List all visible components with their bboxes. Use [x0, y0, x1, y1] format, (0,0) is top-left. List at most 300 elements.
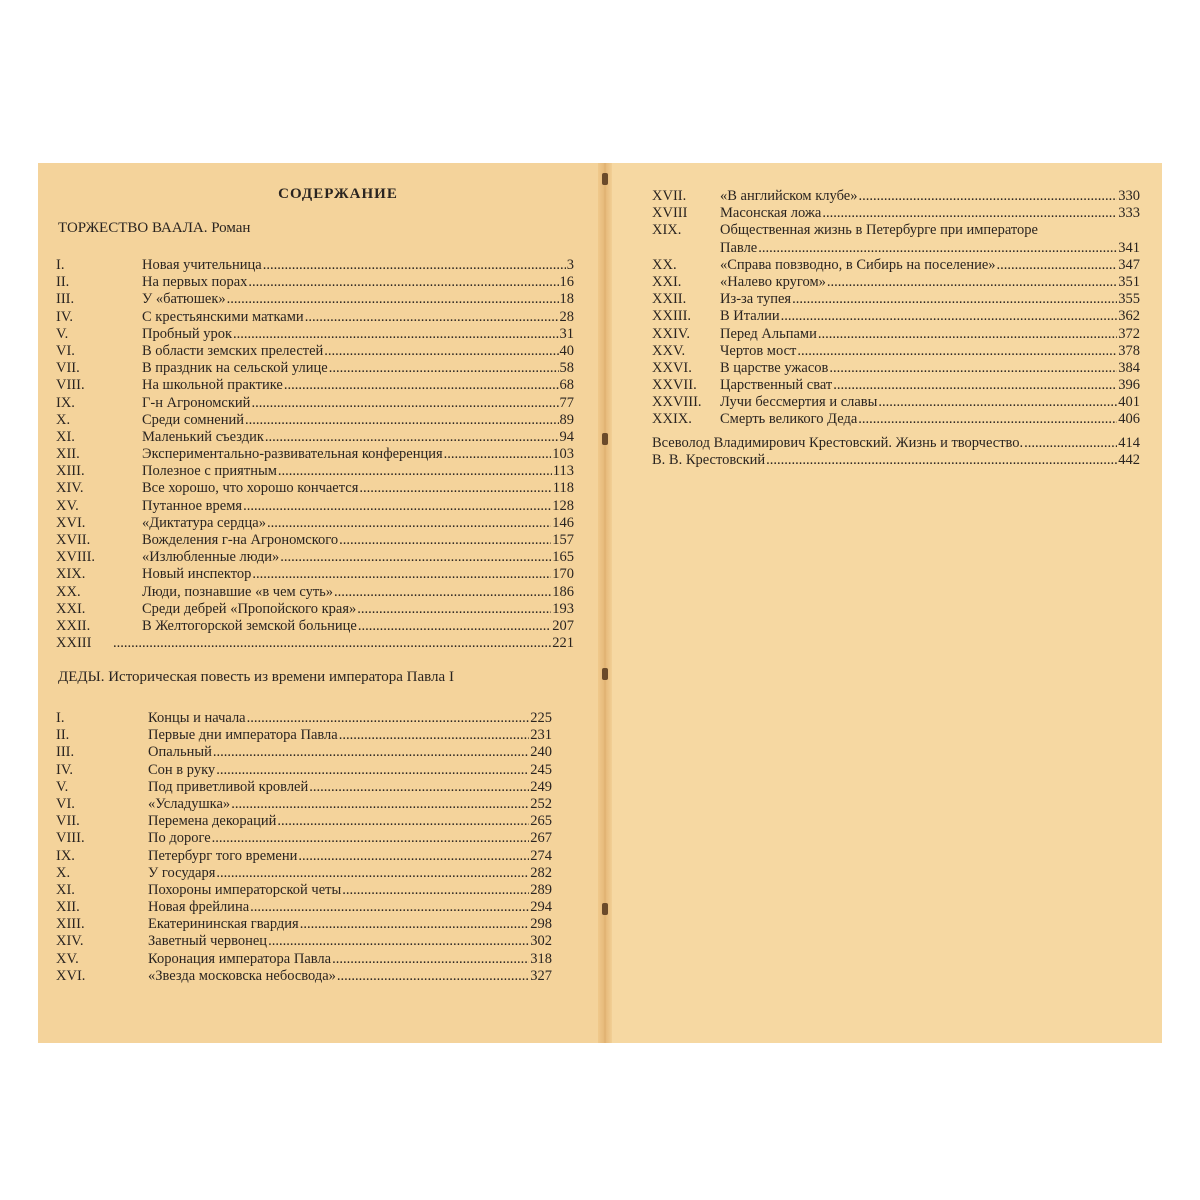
chapter-title: Чертов мост [720, 342, 797, 359]
toc-entry [56, 882, 552, 899]
chapter-title: «Излюбленные люди» [142, 549, 280, 566]
leader-dots [267, 515, 551, 532]
leader-dots [245, 412, 559, 429]
chapter-title: Экспериментально-развивательная конференция [142, 446, 443, 463]
page-number: 414 [1118, 435, 1140, 451]
chapter-title: Полезное с приятным [142, 463, 277, 480]
page-number: 341 [1118, 239, 1140, 256]
leader-dots [822, 205, 1117, 222]
entry-line [142, 377, 574, 394]
entry-line [142, 549, 574, 566]
entry-line [720, 360, 1140, 377]
chapter-title: В Желтогорской земской больнице [142, 617, 357, 634]
chapter-number: X. [56, 864, 71, 881]
entry-line [142, 498, 574, 515]
leader-dots [280, 549, 551, 566]
chapter-title: Путанное время [142, 497, 243, 514]
page-number: 249 [530, 778, 552, 795]
page-number: 128 [552, 497, 574, 514]
page-number: 16 [559, 274, 574, 291]
entry-line [142, 429, 574, 446]
entry-line [148, 933, 552, 950]
leader-dots [359, 480, 551, 497]
leader-dots [216, 762, 529, 779]
binding-stitch [602, 433, 608, 445]
page-number: 406 [1118, 411, 1140, 428]
chapter-number: III. [56, 291, 75, 308]
leader-dots [305, 309, 559, 326]
leader-dots [268, 933, 529, 950]
page-number: 355 [1118, 291, 1140, 308]
binding-stitch [602, 903, 608, 915]
leader-dots [334, 584, 551, 601]
page-number: 231 [530, 727, 552, 744]
page-number: 267 [530, 830, 552, 847]
chapter-number: XVIII. [56, 549, 96, 566]
toc-entry [652, 291, 1140, 308]
chapter-title: «Диктатура сердца» [142, 514, 266, 531]
leader-dots [444, 446, 552, 463]
leader-dots [827, 274, 1117, 291]
leader-dots [248, 274, 558, 291]
toc-entry [652, 411, 1140, 428]
toc-entry [652, 205, 1140, 222]
page-number: 186 [552, 583, 574, 600]
chapter-title: Лучи бессмертия и славы [720, 394, 878, 411]
entry-line [148, 865, 552, 882]
page-number: 18 [559, 291, 574, 308]
leader-dots [212, 830, 530, 847]
page-number: 252 [530, 795, 552, 812]
leader-dots [858, 188, 1117, 205]
entry-line [148, 744, 552, 761]
toc-entry [56, 309, 574, 326]
toc-entry [56, 429, 574, 446]
leader-dots [781, 308, 1118, 325]
leader-dots [339, 532, 551, 549]
toc-entry [56, 326, 574, 343]
chapter-title: Коронация императора Павла [148, 950, 332, 967]
chapter-number: XXVI. [652, 359, 692, 376]
chapter-title: В области земских прелестей [142, 342, 324, 359]
toc-entry [56, 463, 574, 480]
page-number: 31 [559, 325, 574, 342]
chapter-title: Петербург того времени [148, 847, 298, 864]
chapter-number: XXVII. [652, 377, 697, 394]
entry-line [148, 899, 552, 916]
leader-dots [113, 635, 551, 652]
chapter-title: «В английском клубе» [720, 188, 858, 204]
leader-dots [758, 240, 1117, 257]
leader-dots [797, 343, 1117, 360]
toc-entry [56, 933, 552, 950]
page-number: 245 [530, 761, 552, 778]
chapter-number: XIX. [652, 222, 682, 239]
leader-dots [216, 865, 529, 882]
chapter-number: XX. [652, 256, 677, 273]
chapter-title: «Усладушка» [148, 795, 231, 812]
chapter-title: Среди сомнений [142, 411, 244, 428]
chapter-title: Маленький съездик [142, 428, 264, 445]
chapter-number: XVI. [56, 967, 86, 984]
chapter-number: XV. [56, 950, 79, 967]
toc-entry [652, 452, 1140, 469]
chapter-number: IV. [56, 761, 74, 778]
page-number: 68 [559, 377, 574, 394]
toc-entry [56, 291, 574, 308]
chapter-number: I. [56, 257, 65, 273]
chapter-number: XXIX. [652, 411, 692, 428]
entry-line [720, 257, 1140, 274]
toc-entry [56, 830, 552, 847]
binding-stitch [602, 668, 608, 680]
page-number: 113 [552, 463, 574, 480]
leader-dots [250, 899, 529, 916]
page-number: 146 [552, 514, 574, 531]
toc-entry [652, 343, 1140, 360]
chapter-number: XXI. [652, 273, 682, 290]
entry-line [148, 830, 552, 847]
leader-dots [298, 848, 529, 865]
chapter-title: Новая фрейлина [148, 899, 250, 916]
chapter-title: Царственный сват [720, 377, 833, 394]
chapter-title: Екатерининская гвардия [148, 916, 299, 933]
toc-entry [56, 532, 574, 549]
toc-entry [56, 951, 552, 968]
leader-dots [833, 377, 1117, 394]
leader-dots [243, 498, 551, 515]
leader-dots [265, 429, 559, 446]
entry-line [142, 343, 574, 360]
chapter-number: VII. [56, 813, 80, 830]
chapter-number: IV. [56, 308, 74, 325]
chapter-number: III. [56, 744, 75, 761]
toc-part-2-right [652, 188, 1140, 429]
chapter-number: XXIV. [652, 325, 690, 342]
chapter-number: VIII. [56, 377, 85, 394]
leader-dots [324, 343, 558, 360]
entry-line [142, 618, 574, 635]
chapter-title: Общественная жизнь в Петербурге при императоре [720, 222, 1038, 239]
toc-entry [56, 635, 574, 652]
entry-line [720, 411, 1140, 428]
toc-entry [56, 727, 552, 744]
page-number: 347 [1118, 256, 1140, 273]
chapter-number: XII. [56, 899, 80, 916]
chapter-title: «Звезда московска небосвода» [148, 967, 336, 984]
entry-line [652, 435, 1140, 452]
chapter-number: VIII. [56, 830, 85, 847]
page-number: 225 [530, 710, 552, 726]
entry-line [142, 463, 574, 480]
chapter-number: XVI. [56, 514, 86, 531]
toc-entry [56, 865, 552, 882]
chapter-number: XV. [56, 497, 79, 514]
chapter-number: V. [56, 778, 69, 795]
chapter-number: XIII. [56, 463, 85, 480]
chapter-number: XIV. [56, 933, 84, 950]
toc-entry [56, 498, 574, 515]
leader-dots [227, 291, 559, 308]
chapter-title: В. В. Крестовский [652, 452, 766, 469]
leader-dots [878, 394, 1117, 411]
leader-dots [339, 727, 530, 744]
toc-entry [56, 343, 574, 360]
chapter-title: С крестьянскими матками [142, 308, 304, 325]
part-title-dedy: ДЕДЫ. Историческая повесть из времени императора Павла I [58, 669, 454, 685]
leader-dots [792, 291, 1117, 308]
chapter-number: IX. [56, 847, 75, 864]
entry-line [148, 882, 552, 899]
leader-dots [1024, 435, 1117, 452]
chapter-number: XXVIII. [652, 394, 702, 411]
chapter-number: XXI. [56, 600, 86, 617]
leader-dots [251, 395, 558, 412]
toc-entry [652, 377, 1140, 394]
entry-line [142, 412, 574, 429]
leader-dots [213, 744, 529, 761]
entry-line [148, 710, 552, 727]
leader-dots [278, 463, 552, 480]
page-number: 396 [1118, 377, 1140, 394]
leader-dots [858, 411, 1117, 428]
chapter-title: Перемена декораций [148, 813, 277, 830]
page-number: 302 [530, 933, 552, 950]
chapter-number: XVIII [652, 205, 688, 222]
leader-dots [357, 601, 551, 618]
page-number: 351 [1118, 273, 1140, 290]
toc-part-2-left [56, 710, 552, 985]
chapter-title: В царстве ужасов [720, 359, 829, 376]
chapter-title: Люди, познавшие «в чем суть» [142, 583, 334, 600]
chapter-title: Пробный урок [142, 325, 233, 342]
toc-entry [652, 435, 1140, 452]
toc-entry [56, 968, 552, 985]
chapter-title: Смерть великого Деда [720, 411, 858, 428]
toc-entry [56, 710, 552, 727]
toc-entry [56, 744, 552, 761]
entry-line [142, 584, 574, 601]
toc-entry [56, 412, 574, 429]
entry-line [142, 257, 574, 274]
page-number: 401 [1118, 394, 1140, 411]
toc-entry [56, 446, 574, 463]
leader-dots [829, 360, 1117, 377]
leader-dots [766, 452, 1117, 469]
chapter-number: XIX. [56, 566, 86, 583]
chapter-number: XIV. [56, 480, 84, 497]
page-number: 94 [559, 428, 574, 445]
page-number: 384 [1118, 359, 1140, 376]
chapter-title: Всеволод Владимирович Крестовский. Жизнь и творчество. [652, 435, 1024, 451]
toc-entry [56, 549, 574, 566]
page-number: 40 [559, 342, 574, 359]
leader-dots [247, 710, 530, 727]
entry-line [148, 796, 552, 813]
entry-line [142, 291, 574, 308]
entry-line [142, 566, 574, 583]
entry-line [148, 762, 552, 779]
page-number: 118 [552, 480, 574, 497]
chapter-title: Похороны императорской четы [148, 881, 342, 898]
entry-line [142, 395, 574, 412]
toc-entry [56, 584, 574, 601]
chapter-title: Перед Альпами [720, 325, 817, 342]
page-number: 157 [552, 532, 574, 548]
toc-entry [56, 796, 552, 813]
chapter-title: Первые дни императора Павла [148, 727, 338, 744]
leader-dots [358, 618, 551, 635]
toc-entry [652, 326, 1140, 343]
entry-line-continued [720, 240, 1140, 257]
chapter-number: VI. [56, 342, 75, 359]
leader-dots [342, 882, 529, 899]
entry-line [720, 377, 1140, 394]
chapter-number: XXII. [56, 617, 91, 634]
chapter-number: II. [56, 274, 70, 291]
leader-dots [233, 326, 558, 343]
toc-entry [56, 916, 552, 933]
entry-line [720, 326, 1140, 343]
page-number: 330 [1118, 188, 1140, 204]
page-number: 77 [559, 394, 574, 411]
chapter-title: Из-за тупея [720, 291, 792, 308]
page-number: 289 [530, 881, 552, 898]
chapter-title: Под приветливой кровлей [148, 778, 309, 795]
chapter-title: У государя [148, 864, 216, 881]
entry-line [720, 188, 1140, 205]
entry-line [142, 480, 574, 497]
chapter-title: Все хорошо, что хорошо кончается [142, 480, 359, 497]
binding-stitch [602, 173, 608, 185]
chapter-number: XXIII [56, 635, 92, 652]
toc-entry [652, 222, 1140, 256]
toc-entry [56, 899, 552, 916]
chapter-number: VII. [56, 360, 80, 377]
toc-entry [56, 274, 574, 291]
leader-dots [337, 968, 529, 985]
chapter-title: Концы и начала [148, 710, 246, 726]
toc-entry [56, 848, 552, 865]
chapter-number: XXV. [652, 342, 686, 359]
toc-entry [652, 308, 1140, 325]
chapter-title: Вожделения г-на Агрономского [142, 532, 339, 548]
leader-dots [284, 377, 559, 394]
chapter-title: Сон в руку [148, 761, 216, 778]
toc-entry [56, 618, 574, 635]
chapter-title: Новый инспектор [142, 566, 252, 583]
chapter-title: У «батюшек» [142, 291, 226, 308]
entry-line [148, 951, 552, 968]
toc-entry [56, 762, 552, 779]
page-number: 221 [552, 635, 574, 652]
toc-entry [56, 480, 574, 497]
toc-entry [652, 360, 1140, 377]
page-number: 282 [530, 864, 552, 881]
chapter-number: XII. [56, 446, 80, 463]
page-number: 207 [552, 617, 574, 634]
entry-line [148, 779, 552, 796]
page-number: 378 [1118, 342, 1140, 359]
chapter-title-continued: Павле [720, 239, 758, 256]
chapter-number: XXIII. [652, 308, 692, 325]
chapter-number: X. [56, 411, 71, 428]
page-number: 240 [530, 744, 552, 761]
leader-dots [252, 566, 551, 583]
chapter-number: I. [56, 710, 65, 726]
leader-dots [300, 916, 530, 933]
page-number: 294 [530, 899, 552, 916]
book-spread [38, 163, 1162, 1043]
chapter-number: V. [56, 325, 69, 342]
entry-line [112, 635, 574, 652]
entry-line [142, 532, 574, 549]
chapter-number: XXII. [652, 291, 687, 308]
page-number: 103 [552, 446, 574, 463]
chapter-number: XIII. [56, 916, 85, 933]
entry-line [148, 848, 552, 865]
toc-entry [56, 257, 574, 274]
leader-dots [309, 779, 529, 796]
leader-dots [231, 796, 529, 813]
entry-line [652, 452, 1140, 469]
page-number: 170 [552, 566, 574, 583]
toc-part-1 [56, 257, 574, 652]
page-number: 274 [530, 847, 552, 864]
toc-entry [652, 394, 1140, 411]
toc-entry [56, 566, 574, 583]
chapter-number: XI. [56, 428, 75, 445]
chapter-number: XVII. [56, 532, 91, 548]
contents-heading: СОДЕРЖАНИЕ [278, 186, 398, 202]
chapter-number: II. [56, 727, 70, 744]
page-number: 333 [1118, 205, 1140, 222]
entry-line [720, 222, 1140, 256]
chapter-title: На школьной практике [142, 377, 283, 394]
page-number: 28 [559, 308, 574, 325]
entry-line [148, 968, 552, 985]
chapter-number: XX. [56, 583, 81, 600]
toc-entry [56, 360, 574, 377]
chapter-title: Заветный червонец [148, 933, 268, 950]
entry-line [720, 394, 1140, 411]
toc-entry [56, 377, 574, 394]
chapter-title: Г-н Агрономский [142, 394, 251, 411]
entry-line [148, 727, 552, 744]
page-number: 3 [566, 257, 574, 273]
chapter-number: XI. [56, 881, 75, 898]
chapter-title: В Италии [720, 308, 780, 325]
toc-entry [56, 813, 552, 830]
entry-line [720, 205, 1140, 222]
leader-dots [997, 257, 1118, 274]
page-number: 193 [552, 600, 574, 617]
page-number: 89 [559, 411, 574, 428]
toc-entry [56, 601, 574, 618]
chapter-title: «Налево кругом» [720, 273, 826, 290]
page-number: 165 [552, 549, 574, 566]
page-number: 442 [1118, 452, 1140, 469]
entry-line [142, 446, 574, 463]
entry-line [142, 274, 574, 291]
chapter-title: Новая учительница [142, 257, 262, 273]
chapter-title: Среди дебрей «Пропойского края» [142, 600, 357, 617]
toc-entry [652, 188, 1140, 205]
page-number: 327 [530, 967, 552, 984]
toc-extras [652, 435, 1140, 469]
page-number: 372 [1118, 325, 1140, 342]
chapter-number: VI. [56, 795, 75, 812]
